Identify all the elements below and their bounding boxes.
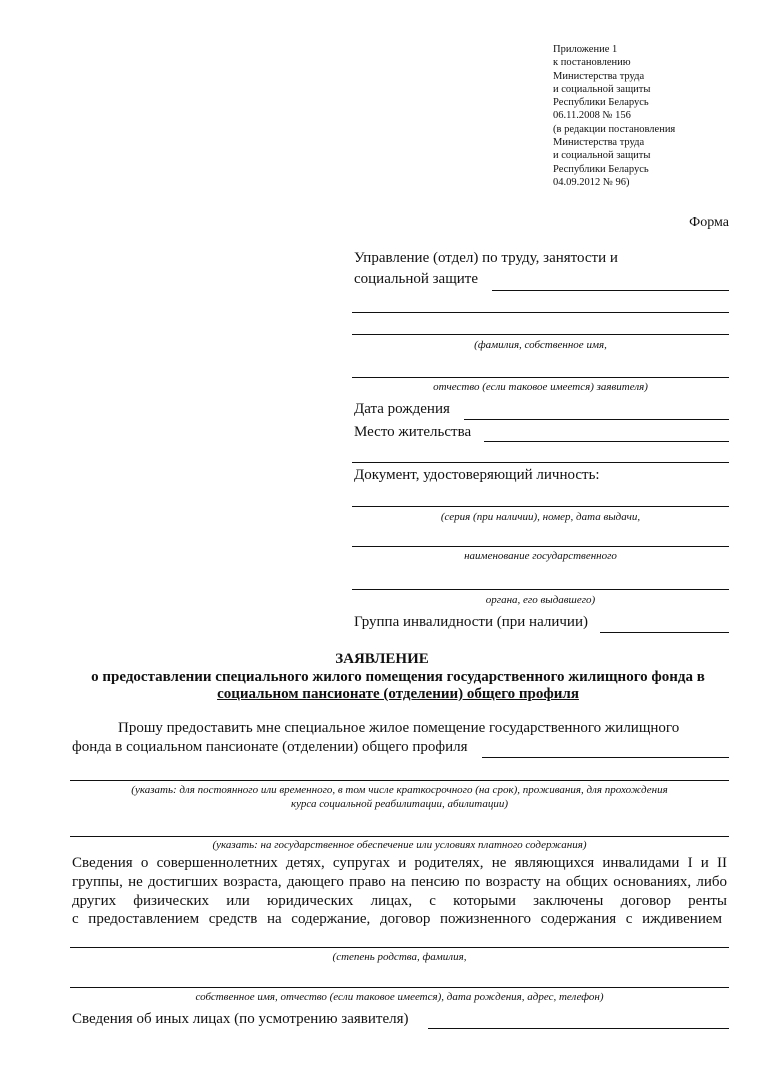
other-persons-label: Сведения об иных лицах (по усмотрению заявителя) [72,1011,409,1027]
annex-line: к постановлению [553,57,631,69]
hint-series: (серия (при наличии), номер, дата выдачи, [440,511,641,523]
hint-support: (указать: на государственное обеспечение или условиях платного содержания) [212,839,587,851]
applicant-field-2[interactable] [352,334,729,335]
kinship-field[interactable] [70,947,729,948]
birth-date-field[interactable] [464,419,729,420]
annex-line: и социальной защиты [553,83,651,95]
addressee-line1: Управление (отдел) по труду, занятости и [354,250,618,266]
request-line1: Прошу предоставить мне специальное жилое помещение государственного жилищного [118,720,680,736]
annex-line: Министерства труда [553,70,645,82]
applicant-field-3[interactable] [352,377,729,378]
addressee-line2: социальной защите [354,271,479,287]
residence-label: Место жительства [354,424,472,440]
title-line1: о предоставлении специального жилого помещения государственного жилищного фонда в [91,669,705,685]
info-line3: других физических или юридических лицах, с которыми заключены договор ренты [72,893,727,909]
disability-field[interactable] [600,632,729,633]
id-document-field-3[interactable] [352,589,729,590]
id-document-field-1[interactable] [352,506,729,507]
id-document-label: Документ, удостоверяющий личность: [354,467,600,483]
annex-line: (в редакции постановления [553,123,676,135]
details-field[interactable] [70,987,729,988]
title-line2-text: социальном пансионате (отделении) общего профиля [217,686,579,702]
birth-date-label: Дата рождения [354,401,450,417]
hint-organ: органа, его выдавшего) [485,594,596,606]
hint-term-line2: курса социальной реабилитации, абилитации) [290,798,509,810]
addressee-field[interactable] [492,290,729,291]
request-field-2[interactable] [70,780,729,781]
info-line4: с предоставлением средств на содержание, договор пожизненного содержания с иждивением [72,911,722,927]
hint-term-line1: (указать: для постоянного или временного, в том числе краткосрочного (на срок), проживания, для прохождения [131,784,668,796]
residence-field[interactable] [484,441,729,442]
hint-patronymic: отчество (если таковое имеется) заявителя) [433,381,648,393]
title-line2 [0,686,764,703]
request-field-1[interactable] [482,757,729,758]
form-label: Форма [689,215,729,230]
request-line2: фонда в социальном пансионате (отделении) общего профиля [72,739,468,755]
annex-line: Министерства труда [553,137,645,149]
hint-kinship: (степень родства, фамилия, [332,951,467,963]
annex-line: Республики Беларусь [553,97,649,109]
info-line2: группы, не достигших возраста, дающего право на пенсию по возрасту на общих основаниях, либо [72,874,727,890]
annex-line: 06.11.2008 № 156 [553,110,631,122]
annex-block [553,43,675,189]
annex-line: и социальной защиты [553,150,651,162]
id-document-field-2[interactable] [352,546,729,547]
disability-label: Группа инвалидности (при наличии) [354,614,588,630]
residence-field-2[interactable] [352,462,729,463]
support-field[interactable] [70,836,729,837]
document-title: ЗАЯВЛЕНИЕ [335,651,429,667]
annex-line: Республики Беларусь [553,163,649,175]
hint-state: наименование государственного [464,550,617,562]
hint-details: собственное имя, отчество (если таковое имеется), дата рождения, адрес, телефон) [195,991,604,1003]
info-line1: Сведения о совершеннолетних детях, супругах и родителях, не являющихся инвалидами I и II [72,855,727,871]
hint-name: (фамилия, собственное имя, [474,339,607,351]
other-persons-field[interactable] [428,1028,729,1029]
annex-line: 04.09.2012 № 96) [553,176,630,188]
applicant-field-1[interactable] [352,312,729,313]
annex-line: Приложение 1 [553,44,618,55]
